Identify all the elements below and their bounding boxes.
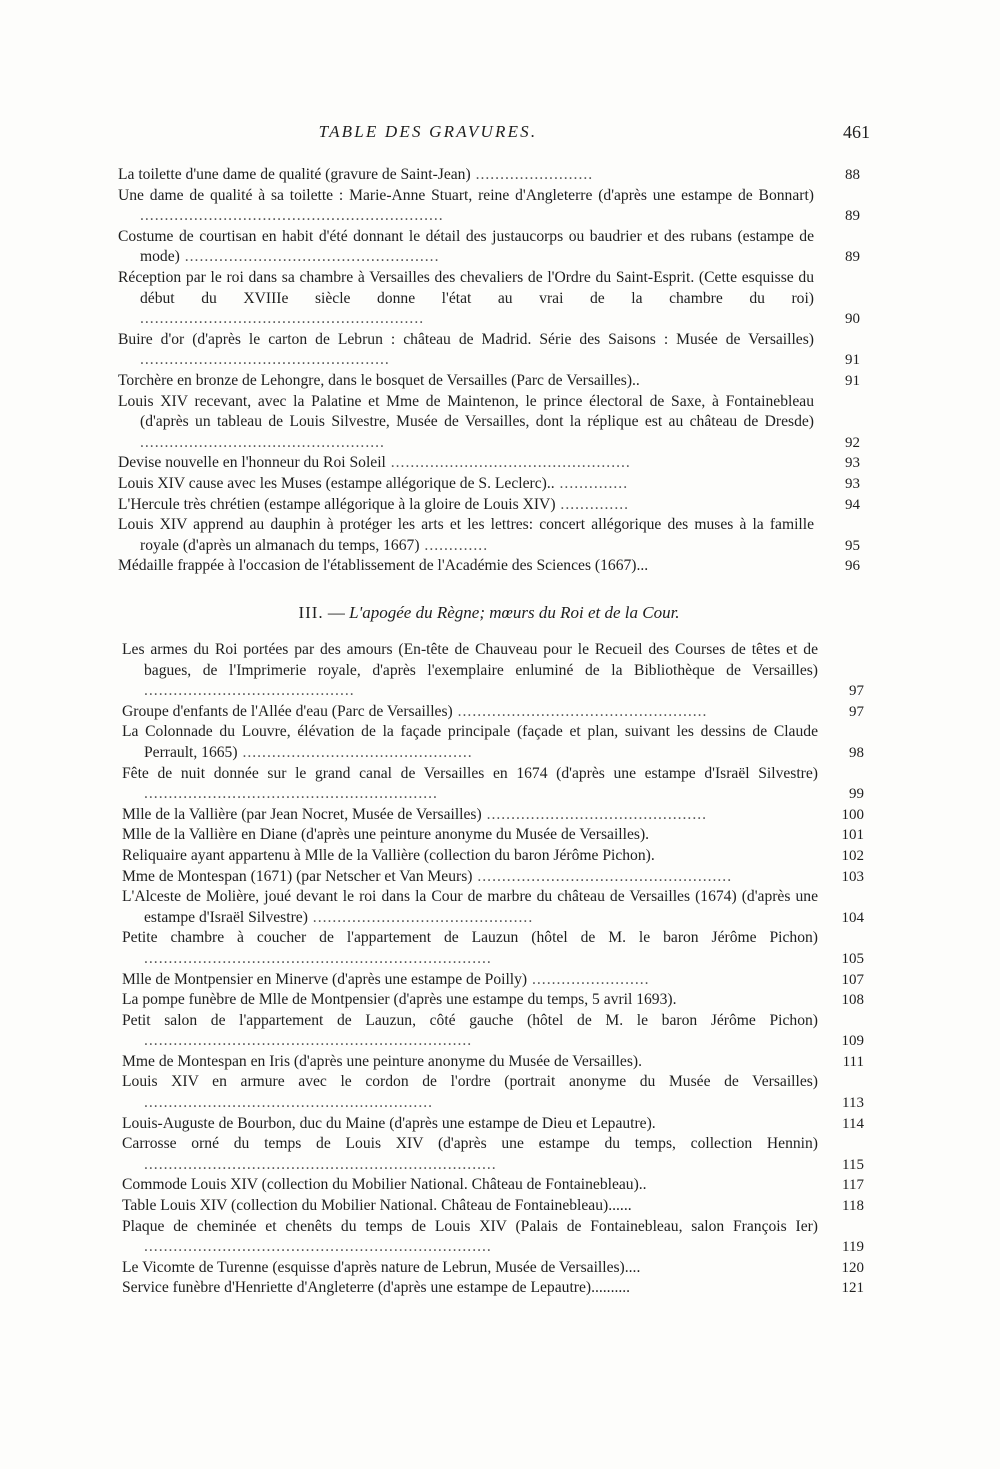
entry-page: 99 [849,786,864,803]
entry-page: 90 [845,311,860,328]
dot-leader: ............................................. [307,908,534,926]
entry-page: 89 [845,208,860,225]
entry-page: 92 [845,434,860,451]
entry-page: 108 [841,992,864,1009]
entry-page: 93 [845,455,860,472]
dot-leader: .................................................. [140,433,385,451]
entry-page: 109 [841,1033,864,1050]
list-item [122,1011,864,1052]
list-item [122,846,864,867]
dot-leader: .................................................... [179,248,440,266]
dot-leader: ................................................... [140,351,390,369]
list-item [122,867,864,888]
dot-leader: ................................................. [385,454,631,472]
entry-text: Table Louis XIV (collection du Mobilier National. Château de Fontainebleau)...... [122,1197,632,1215]
entry-text: Mme de Montespan en Iris (d'après une peinture anonyme du Musée de Versailles). [122,1052,642,1070]
entry-text: Mlle de Montpensier en Minerve (d'après une estampe de Poilly) [122,970,528,988]
page-title: TABLE DES GRAVURES. [318,122,538,141]
list-item [122,1258,864,1279]
entry-text: La Colonnade du Louvre, élévation de la façade principale (façade et plan, suivant les dessins de Claude Perrault, 1665) [122,723,818,761]
entry-page: 94 [845,496,860,513]
entry-text: Mlle de la Vallière (par Jean Nocret, Musée de Versailles) [122,805,482,823]
entry-text: Fête de nuit donnée sur le grand canal de Versailles en 1674 (d'après une estampe d'Israël Silvestre) [122,764,818,782]
list-item [118,165,860,186]
entry-page: 111 [842,1053,864,1070]
entry-text: L'Alceste de Molière, joué devant le roi dans la Cour de marbre du château de Versailles (1674) (d'après une estampe d'Israël Silvestre) [122,888,818,926]
entry-text: Costume de courtisan en habit d'été donnant le détail des justaucorps ou baudrier et des rubans (estampe de mode) [118,227,814,266]
list-item [122,1175,864,1196]
entry-text: L'Hercule très chrétien (estampe allégorique à la gloire de Louis XIV) [118,495,556,513]
dot-leader: .............. [554,474,629,492]
entry-text: Commode Louis XIV (collection du Mobilier National. Château de Fontainebleau).. [122,1176,647,1194]
entry-page: 96 [845,558,860,575]
list-item [118,371,860,392]
entry-page: 115 [842,1156,864,1173]
section-list [118,165,860,577]
dot-leader: ................................................... [452,702,708,720]
entry-page: 117 [842,1177,864,1194]
list-item [118,515,860,556]
list-item [122,970,864,991]
list-item [122,1052,864,1073]
entry-page: 103 [841,868,864,885]
entry-text: Devise nouvelle en l'honneur du Roi Soleil [118,454,386,472]
dot-leader: ............................................................ [144,785,438,803]
dot-leader: .................................................... [472,867,733,885]
dot-leader: .............................................................. [140,207,444,225]
entry-page: 89 [845,249,860,266]
entry-page: 101 [841,827,864,844]
entry-page: 100 [841,806,864,823]
entry-text: La pompe funèbre de Mlle de Montpensier (d'après une estampe du temps, 5 avril 1693). [122,991,677,1009]
section-title: L'apogée du Règne; mœurs du Roi et de la Cour. [349,603,680,622]
entry-text: Louis XIV apprend au dauphin à protéger les arts et les lettres: concert allégorique des muses à la famille royale (d'après un almanach du temps, 1667) [118,516,814,554]
list-item [118,227,860,268]
dot-leader: ................................................................... [144,1032,473,1050]
entry-text: Le Vicomte de Turenne (esquisse d'après nature de Lebrun, Musée de Versailles).... [122,1258,641,1276]
entry-text: Petite chambre à coucher de l'appartement de Lauzun (hôtel de M. le baron Jérôme Pichon) [122,929,818,947]
dot-leader: ............................................. [481,805,708,823]
section-number: III. [298,603,324,622]
entry-text: Louis XIV cause avec les Muses (estampe allégorique de S. Leclerc).. [118,474,555,492]
entry-text: Reliquaire ayant appartenu à Mlle de la Vallière (collection du baron Jérôme Pichon). [122,846,655,864]
entry-page: 102 [841,847,864,864]
entry-text: Louis XIV recevant, avec la Palatine et Mme de Maintenon, le prince électoral de Saxe, à Fontainebleau (d'après un tableau de Louis Silvestre, Musée de Versailles, dont la réplique est au château de Dresde) [118,392,814,431]
entry-page: 104 [841,909,864,926]
entry-text: Médaille frappée à l'occasion de l'établissement de l'Académie des Sciences (1667)... [118,557,649,575]
list-item [122,1217,864,1258]
entry-page: 113 [842,1095,864,1112]
list-item [118,453,860,474]
entry-page: 97 [849,683,864,700]
page-number: 461 [843,122,870,142]
section-dash: — [327,603,345,622]
entry-page: 105 [841,950,864,967]
entry-text: Torchère en bronze de Lehongre, dans le bosquet de Versailles (Parc de Versailles).. [118,371,640,389]
dot-leader: ....................................................................... [144,1238,492,1256]
entry-page: 119 [842,1239,864,1256]
dot-leader: ........................................... [144,682,355,700]
entry-text: Louis XIV en armure avec le cordon de l'ordre (portrait anonyme du Musée de Versailles) [122,1073,818,1091]
entry-page: 118 [842,1198,864,1215]
list-item [118,474,860,495]
entry-page: 120 [841,1259,864,1276]
entry-text: Petit salon de l'appartement de Lauzun, côté gauche (hôtel de M. le baron Jérôme Pichon) [122,1011,818,1029]
entry-page: 88 [845,167,860,183]
list-item [122,1072,864,1113]
entry-page: 121 [841,1280,864,1297]
entry-text: Groupe d'enfants de l'Allée d'eau (Parc de Versailles) [122,702,453,720]
entry-page: 91 [845,372,860,389]
dot-leader: ........................ [527,970,650,988]
entry-text: Buire d'or (d'après le carton de Lebrun : château de Madrid. Série des Saisons : Musée de Versailles) [118,330,814,348]
entry-text: Mme de Montespan (1671) (par Netscher et Van Meurs) [122,867,473,885]
entry-text: Plaque de cheminée et chenêts du temps de Louis XIV (Palais de Fontainebleau, salon François Ier) [122,1217,818,1235]
entry-text: Carrosse orné du temps de Louis XIV (d'après une estampe du temps, collection Hennin) [122,1135,818,1153]
entry-text: Les armes du Roi portées par des amours (En-tête de Chauveau pour le Recueil des Courses de têtes et de bagues, de l'Imprimerie royale, d'après l'exemplaire enluminé de la Bibliothèque de Versailles) [122,641,818,679]
entry-page: 98 [849,744,864,761]
section-list [122,640,864,1299]
entry-page: 114 [842,1115,864,1132]
section-heading [118,603,860,623]
list-item [118,495,860,516]
list-item [122,640,864,702]
list-item [122,805,864,826]
list-item [122,887,864,928]
list-item [118,330,860,371]
list-item [122,825,864,846]
list-item [122,990,864,1011]
list-item [122,928,864,969]
list-item [122,722,864,763]
dot-leader: ........................................................................ [144,1155,497,1173]
entry-text: Mlle de la Vallière en Diane (d'après une peinture anonyme du Musée de Versailles). [122,826,650,844]
list-item [122,1114,864,1135]
dot-leader: ............................................... [237,743,473,761]
list-item [122,702,864,723]
dot-leader: ....................................................................... [144,949,492,967]
entry-page: 95 [845,537,860,554]
entry-text: Service funèbre d'Henriette d'Angleterre (d'après une estampe de Lepautre).......... [122,1279,631,1297]
dot-leader: .......................................................... [140,310,425,328]
entry-text: La toilette d'une dame de qualité (gravure de Saint-Jean) [118,166,471,183]
entry-page: 97 [849,703,864,720]
entry-page: 91 [845,352,860,369]
list-item [118,186,860,227]
list-item [118,268,860,330]
dot-leader: ........................................................... [144,1094,434,1112]
list-item [122,1278,864,1299]
entry-text: Une dame de qualité à sa toilette : Marie-Anne Stuart, reine d'Angleterre (d'après une estampe de Bonnart) [118,186,814,204]
entry-text: Réception par le roi dans sa chambre à Versailles des chevaliers de l'Ordre du Saint-Esprit. (Cette esquisse du début du XVIIIe siècle donne l'état au vrai de la chambre du roi) [118,268,814,307]
dot-leader: ............. [419,536,489,554]
list-item [122,1196,864,1217]
list-item [118,392,860,454]
dot-leader: .............. [555,495,630,513]
list-item [118,556,860,577]
entry-page: 93 [845,475,860,492]
entry-text: Louis-Auguste de Bourbon, duc du Maine (d'après une estampe de Dieu et Lepautre). [122,1114,656,1132]
list-item [122,764,864,805]
running-head [118,122,870,152]
entry-page: 107 [841,971,864,988]
list-item [122,1134,864,1175]
dot-leader: ........................ [470,166,594,183]
